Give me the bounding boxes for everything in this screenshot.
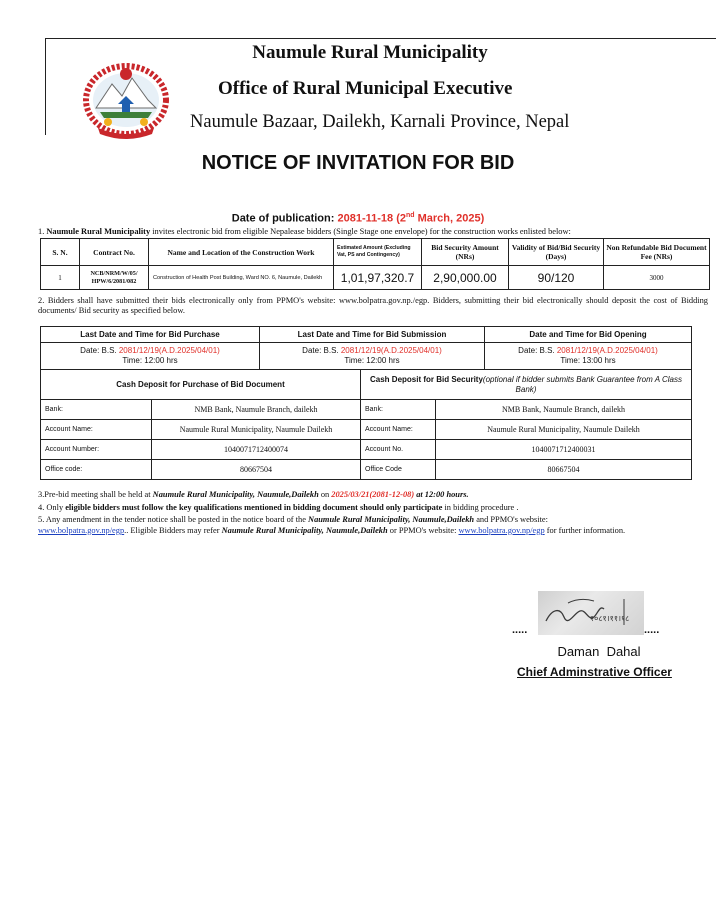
ppmo-link-2[interactable]: www.bolpatra.gov.np/egp	[458, 525, 545, 535]
account-number-label-left: Account Number:	[41, 440, 152, 460]
para5-text-e: for further information.	[544, 525, 626, 535]
header-purchase-deposit: Cash Deposit for Purchase of Bid Document	[41, 370, 361, 400]
intro-municipality: Naumule Rural Municipality	[46, 227, 151, 236]
bid-details-table	[40, 238, 710, 290]
para4-text-a: 4. Only	[38, 503, 66, 512]
account-name-label-left: Account Name:	[41, 420, 152, 440]
publication-date-ad: March, 2025)	[414, 212, 485, 225]
para4-text-b: in bidding procedure .	[442, 503, 519, 512]
para3-place: Naumule Rural Municipality, Naumule,Dailekh	[152, 490, 319, 499]
table-row	[41, 420, 692, 440]
purchase-time: Time: 12:00 hrs	[122, 356, 178, 365]
header-sn: S. N.	[41, 239, 80, 266]
account-name-value-left: Naumule Rural Municipality, Naumule Dailekh	[152, 420, 361, 440]
notice-title: NOTICE OF INVITATION FOR BID	[201, 152, 515, 174]
publication-date-sup: nd	[405, 212, 415, 219]
para3-text-b: on	[318, 490, 332, 499]
bank-header-row	[41, 370, 692, 400]
table-row	[41, 460, 692, 480]
bank-deposit-table	[40, 369, 692, 480]
header-security-deposit	[361, 370, 692, 400]
office-address: Naumule Bazaar, Dailekh, Karnali Province, Nepal	[190, 112, 570, 132]
para5-text-b: and PPMO's website:	[474, 515, 548, 524]
office-name: Office of Rural Municipal Executive	[218, 78, 513, 99]
bid-table-header-row	[41, 239, 710, 266]
security-deposit-note: (optional if bidder submits Bank Guarantee from A Class Bank)	[482, 374, 682, 394]
signature-dots-right: .....	[644, 624, 660, 636]
intro-number: 1.	[38, 227, 47, 236]
submission-prefix: Date: B.S.	[302, 346, 341, 355]
header-purchase: Last Date and Time for Bid Purchase	[41, 327, 260, 343]
account-number-value-left: 1040071712400074	[152, 440, 361, 460]
cell-sn: 1	[41, 266, 80, 290]
para5-text-d: or PPMO's website:	[387, 525, 459, 535]
intro-text: invites electronic bid from eligible Nepalease bidders (Single Stage one envelope) for the construction works enlisted below:	[150, 227, 571, 236]
office-code-value-left: 80667504	[152, 460, 361, 480]
cell-contract: NCB/NRM/W/05/ HPW/6/2081/082	[80, 266, 149, 290]
dates-header-row	[41, 327, 692, 343]
para3-date: 2025/03/21(2081-12-08)	[331, 490, 415, 499]
publication-label: Date of publication:	[231, 212, 338, 225]
cell-security: 2,90,000.00	[422, 266, 509, 290]
publication-date	[0, 212, 716, 225]
para5-name1: Naumule Rural Municipality, Naumule,Dailekh	[308, 515, 475, 524]
bank-value-left: NMB Bank, Naumule Branch, dailekh	[152, 400, 361, 420]
purchase-cell	[41, 343, 260, 370]
cell-estimate: 1,01,97,320.7	[334, 266, 422, 290]
header-fee: Non Refundable Bid Document Fee (NRs)	[604, 239, 710, 266]
nepal-emblem-logo	[78, 56, 174, 140]
submission-date: 2081/12/19(A.D.2025/04/01)	[340, 346, 442, 355]
dates-table	[40, 326, 692, 370]
bank-value-right: NMB Bank, Naumule Branch, dailekh	[436, 400, 692, 420]
dates-value-row	[41, 343, 692, 370]
header-estimate: Estimated Amount (Excluding Vat, PS and Contingency)	[334, 239, 422, 266]
header-validity: Validity of Bid/Bid Security (Days)	[509, 239, 604, 266]
account-number-value-right: 1040071712400031	[436, 440, 692, 460]
cell-fee: 3000	[604, 266, 710, 290]
header-opening: Date and Time for Bid Opening	[485, 327, 692, 343]
account-name-value-right: Naumule Rural Municipality, Naumule Dailekh	[436, 420, 692, 440]
header-work-name: Name and Location of the Construction Work	[149, 239, 334, 266]
office-code-label-left: Office code:	[41, 460, 152, 480]
office-code-label-right: Office Code	[361, 460, 436, 480]
office-code-value-right: 80667504	[436, 460, 692, 480]
para5-name2: Naumule Rural Municipality, Naumule,Dailekh	[221, 525, 388, 535]
opening-date: 2081/12/19(A.D.2025/04/01)	[556, 346, 658, 355]
cell-work-name: Construction of Health Post Building, Ward NO. 6, Naumule, Dailekh	[149, 266, 334, 290]
header-submission: Last Date and Time for Bid Submission	[260, 327, 485, 343]
paragraph-3	[38, 490, 708, 499]
header-contract: Contract No.	[80, 239, 149, 266]
para3-text-a: 3.Pre-bid meeting shall be held at	[38, 490, 153, 499]
intro-paragraph	[38, 227, 708, 236]
para5-text-c: .. Eligible Bidders may refer	[124, 525, 222, 535]
opening-prefix: Date: B.S.	[518, 346, 557, 355]
signatory-name: Daman Dahal	[557, 644, 641, 659]
opening-cell	[485, 343, 692, 370]
bank-label-left: Bank:	[41, 400, 152, 420]
account-name-label-right: Account Name:	[361, 420, 436, 440]
paragraph-2: 2. Bidders shall have submitted their bids electronically only from PPMO's website: www.bolpatra.gov.np./egp. Bidders, submitting their bid electronically should deposit the cost of Bidding documents/ Bid security as specified below.	[38, 296, 708, 315]
bank-label-right: Bank:	[361, 400, 436, 420]
security-deposit-bold: Cash Deposit for Bid Security	[370, 374, 483, 384]
purchase-date: 2081/12/19(A.D.2025/04/01)	[118, 346, 220, 355]
signature-image	[538, 591, 644, 635]
table-row	[41, 440, 692, 460]
paragraph-5	[38, 515, 708, 536]
account-number-label-right: Account No.	[361, 440, 436, 460]
header-security: Bid Security Amount (NRs)	[422, 239, 509, 266]
header-frame-top	[45, 38, 716, 39]
submission-time: Time: 12:00 hrs	[344, 356, 400, 365]
municipality-name: Naumule Rural Municipality	[252, 42, 488, 63]
table-row	[41, 266, 710, 290]
signatory-designation: Chief Adminstrative Officer	[517, 665, 672, 679]
publication-date-bs: 2081-11-18 (2	[337, 212, 406, 225]
cell-validity: 90/120	[509, 266, 604, 290]
para5-text-a: 5. Any amendment in the tender notice shall be posted in the notice board of the	[38, 515, 309, 524]
handwritten-date: २०८१।११।१८	[590, 614, 630, 623]
paragraph-4	[38, 503, 708, 512]
para3-time: at 12:00 hours.	[414, 490, 469, 499]
para4-bold: eligible bidders must follow the key qualifications mentioned in bidding document should only participate	[65, 503, 443, 512]
signature-dots-left: .....	[512, 624, 528, 636]
submission-cell	[260, 343, 485, 370]
purchase-prefix: Date: B.S.	[80, 346, 119, 355]
opening-time: Time: 13:00 hrs	[560, 356, 616, 365]
table-row	[41, 400, 692, 420]
ppmo-link-1[interactable]: www.bolpatra.gov.np/egp	[38, 525, 125, 535]
